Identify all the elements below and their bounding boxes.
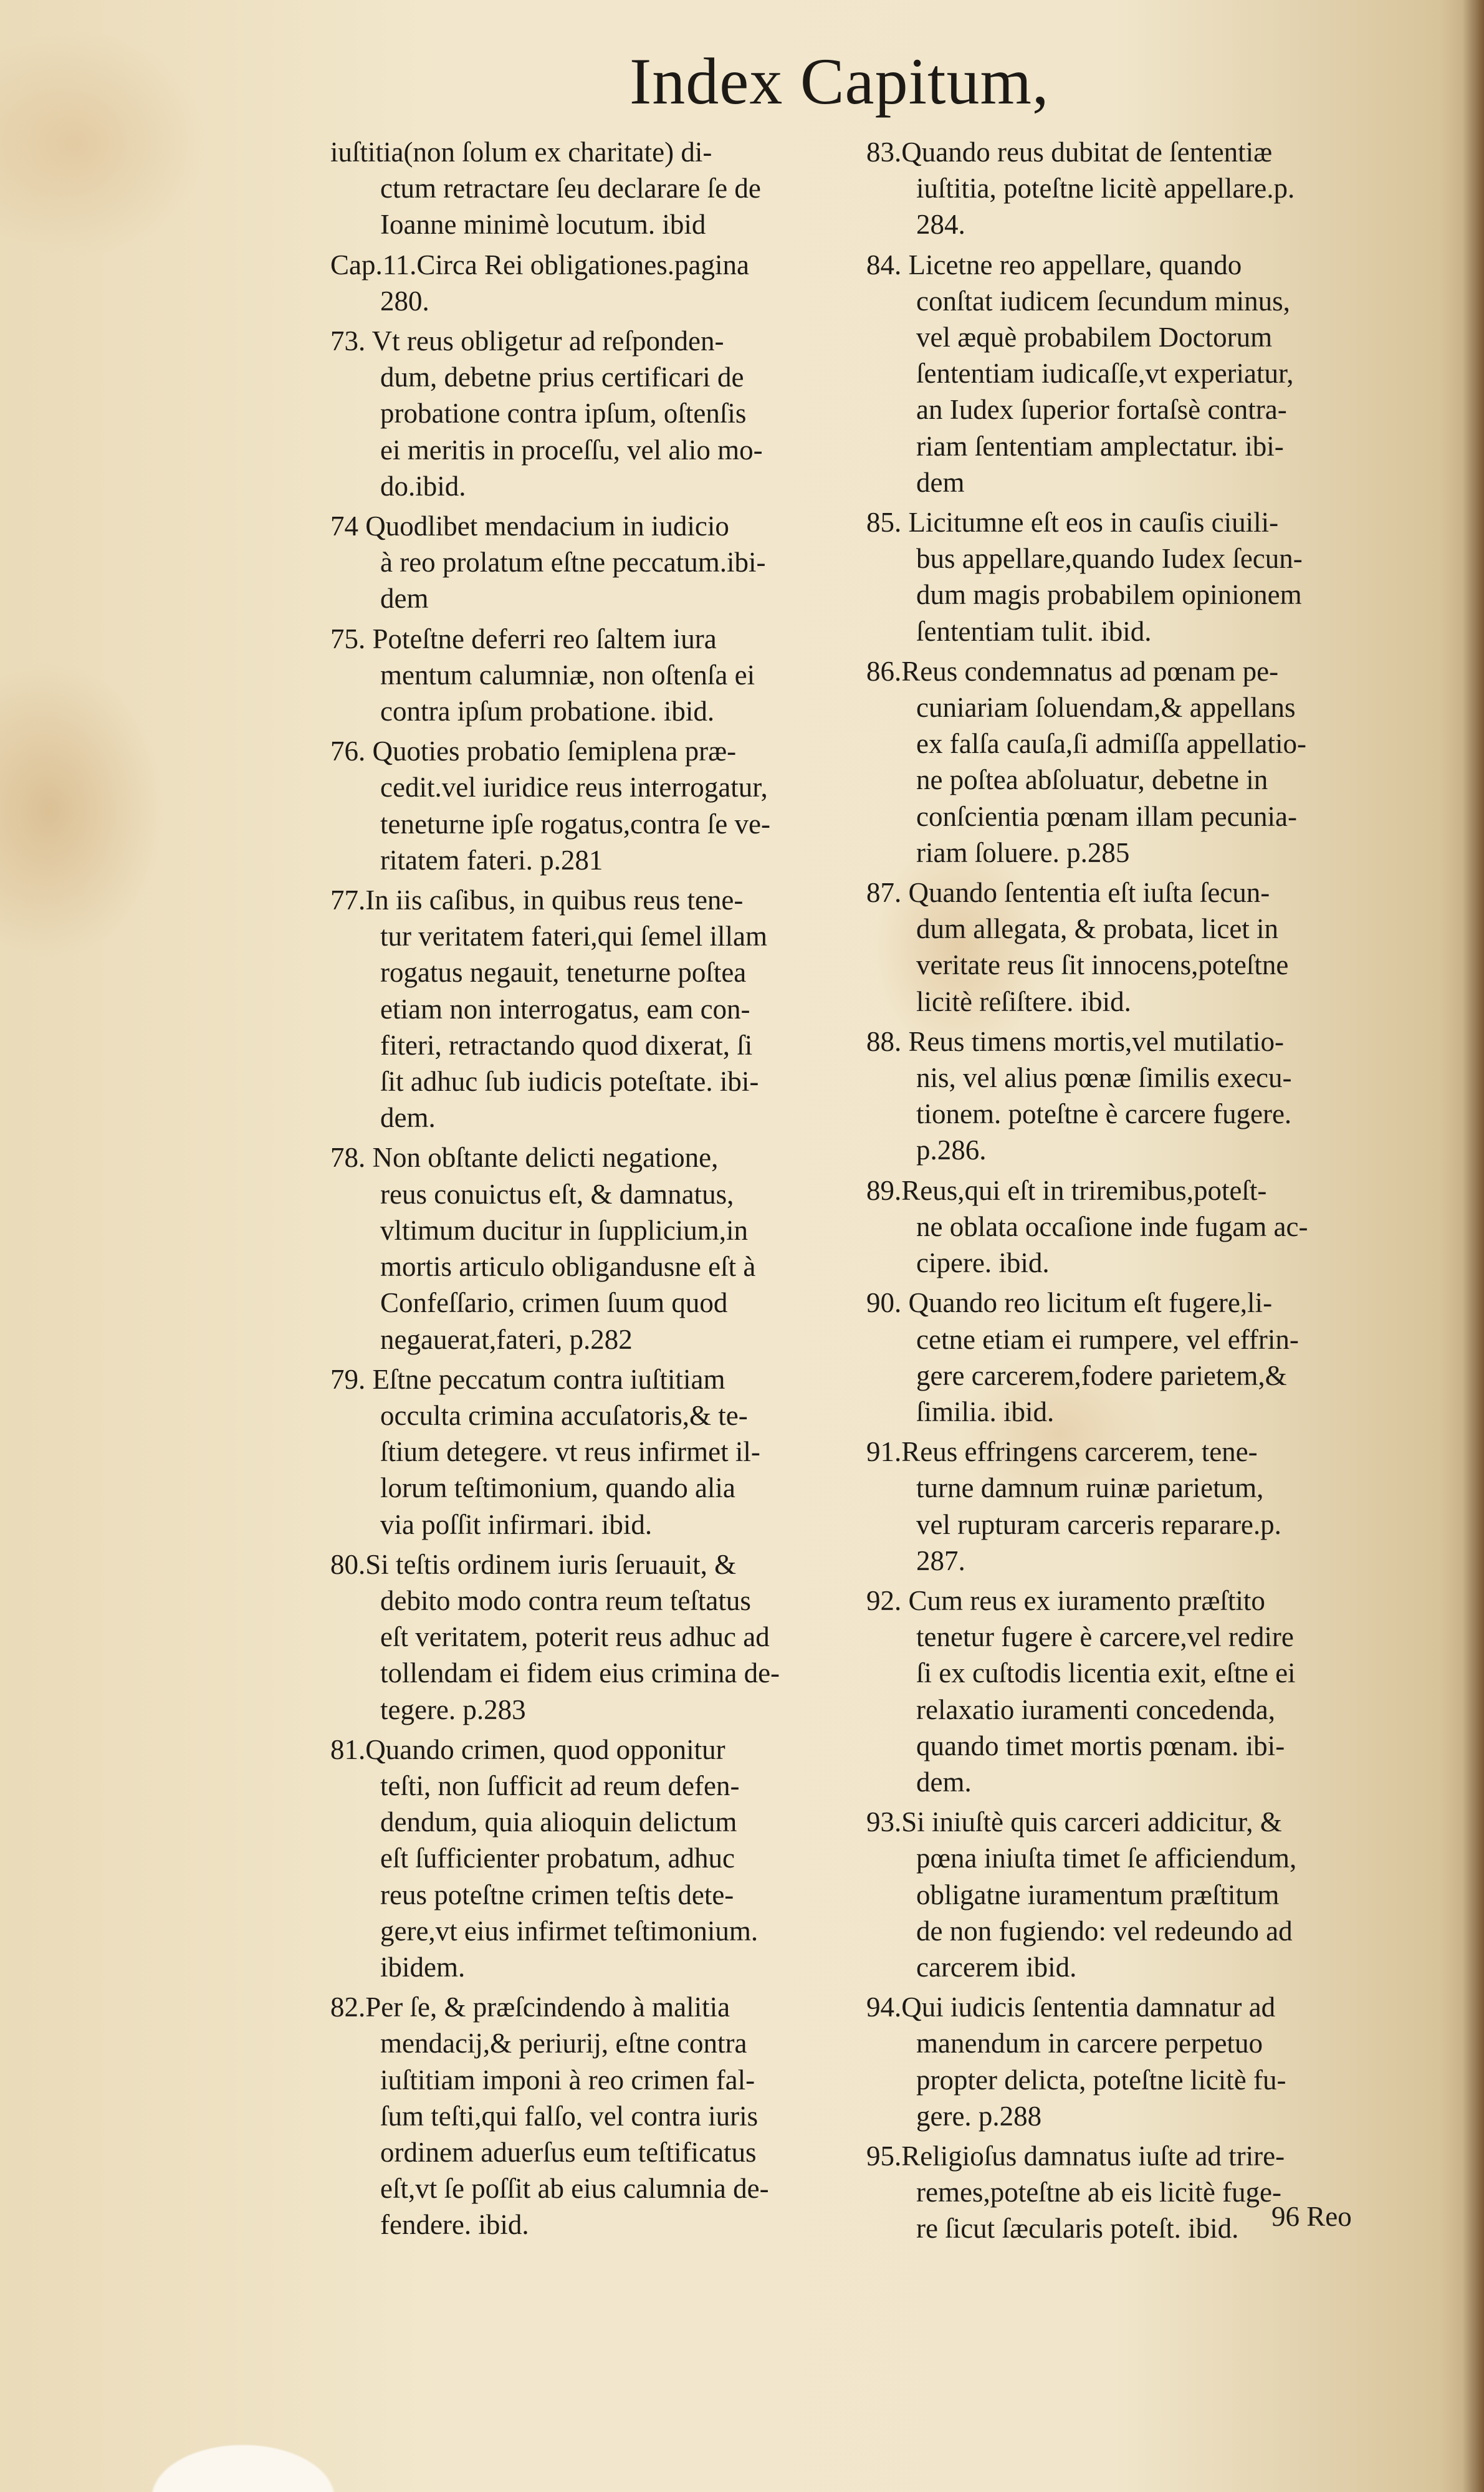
entry-line: quando timet mortis pœnam. ibi- xyxy=(916,1730,1285,1761)
entry-line: cuniariam ſoluendam,& appellans xyxy=(916,692,1296,724)
entry-line: ſententiam iudicaſſe,vt experiatur, xyxy=(916,358,1294,390)
entry-line: vltimum ducitur in ſupplicium,in xyxy=(380,1214,748,1246)
entry-line: 79. Eſtne peccatum contra iuſtitiam xyxy=(330,1363,725,1395)
entry-line: ſit adhuc ſub iudicis poteſtate. ibi- xyxy=(380,1066,759,1098)
left-column xyxy=(330,134,841,2247)
index-entry xyxy=(330,134,841,243)
entry-line: tollendam ei fidem eius crimina de- xyxy=(380,1657,780,1689)
index-entry xyxy=(330,508,841,617)
entry-line: licitè reſiſtere. ibid. xyxy=(916,985,1131,1017)
index-entry xyxy=(866,1434,1371,1579)
entry-line: Cap.11.Circa Rei obligationes.pagina xyxy=(330,249,749,280)
index-entry xyxy=(330,247,841,319)
entry-line: cetne etiam ei rumpere, vel effrin- xyxy=(916,1323,1299,1355)
entry-line: teſti, non ſufficit ad reum defen- xyxy=(380,1770,740,1801)
entry-line: dendum, quia alioquin delictum xyxy=(380,1806,737,1838)
entry-line: 83.Quando reus dubitat de ſententiæ xyxy=(866,137,1273,168)
entry-line: dum magis probabilem opinionem xyxy=(916,579,1302,611)
entry-line: conſtat iudicem ſecundum minus, xyxy=(916,285,1290,317)
index-entry xyxy=(866,1023,1371,1169)
entry-line: rogatus negauit, teneturne poſtea xyxy=(380,957,747,989)
entry-line: lorum teſtimonium, quando alia xyxy=(380,1472,735,1504)
entry-line: teneturne ipſe rogatus,contra ſe ve- xyxy=(380,808,770,840)
entry-line: 84. Licetne reo appellare, quando xyxy=(866,249,1242,280)
entry-line: gere. p.288 xyxy=(916,2100,1042,2132)
entry-line: propter delicta, poteſtne licitè fu- xyxy=(916,2064,1286,2096)
entry-line: vel æquè probabilem Doctorum xyxy=(916,322,1273,353)
index-entry xyxy=(866,247,1371,501)
entry-line: dem xyxy=(916,466,965,498)
entry-line: ne oblata occaſione inde fugam ac- xyxy=(916,1210,1308,1242)
entry-line: mentum calumniæ, non oſtenſa ei xyxy=(380,659,755,691)
entry-line: contra ipſum probatione. ibid. xyxy=(380,696,715,727)
entry-line: probatione contra ipſum, oſtenſis xyxy=(380,398,747,429)
entry-line: bus appellare,quando Iudex ſecun- xyxy=(916,543,1303,575)
entry-line: 82.Per ſe, & præſcindendo à malitia xyxy=(330,1991,730,2023)
catchword: 96 Reo xyxy=(1271,2201,1352,2232)
entry-line: iuſtitiam imponi à reo crimen fal- xyxy=(380,2064,755,2096)
index-entry xyxy=(866,653,1371,871)
entry-line: dem. xyxy=(380,1102,436,1134)
entry-line: Ioanne minimè locutum. ibid xyxy=(380,209,706,241)
entry-line: eſt veritatem, poterit reus adhuc ad xyxy=(380,1621,770,1653)
entry-line: 74 Quodlibet mendacium in iudicio xyxy=(330,510,729,542)
entry-line: ne poſtea abſoluatur, debetne in xyxy=(916,764,1268,796)
entry-line: riam ſoluere. p.285 xyxy=(916,836,1130,868)
entry-line: re ſicut ſæcularis poteſt. ibid. xyxy=(916,2213,1239,2245)
entry-line: ſententiam tulit. ibid. xyxy=(916,615,1152,647)
entry-line: cedit.vel iuridice reus interrogatur, xyxy=(380,772,768,803)
entry-line: reus conuictus eſt, & damnatus, xyxy=(380,1178,734,1210)
entry-line: 73. Vt reus obligetur ad reſponden- xyxy=(330,325,724,357)
index-entry xyxy=(330,1546,841,1728)
entry-line: iuſtitia, poteſtne licitè appellare.p. xyxy=(916,173,1295,204)
entry-line: remes,poteſtne ab eis licitè fuge- xyxy=(916,2177,1282,2208)
entry-line: 93.Si iniuſtè quis carceri addicitur, & xyxy=(866,1806,1282,1838)
entry-line: negauerat,fateri, p.282 xyxy=(380,1323,633,1355)
index-entry xyxy=(866,1172,1371,1282)
index-entry xyxy=(330,1361,841,1543)
entry-line: 90. Quando reo licitum eſt fugere,li- xyxy=(866,1287,1273,1319)
entry-line: gere,vt eius infirmet teſtimonium. xyxy=(380,1915,759,1947)
index-entry xyxy=(330,882,841,1136)
entry-line: 85. Licitumne eſt eos in cauſis ciuili- xyxy=(866,507,1279,539)
entry-line: tur veritatem fateri,qui ſemel illam xyxy=(380,921,768,952)
entry-line: debito modo contra reum teſtatus xyxy=(380,1584,751,1616)
entry-line: tegere. p.283 xyxy=(380,1694,526,1725)
entry-line: eſt ſufficienter probatum, adhuc xyxy=(380,1843,735,1874)
entry-line: 81.Quando crimen, quod opponitur xyxy=(330,1733,725,1765)
index-entry xyxy=(866,1583,1371,1800)
entry-line: ordinem aduerſus eum teſtificatus xyxy=(380,2136,757,2168)
entry-line: vel rupturam carceris reparare.p. xyxy=(916,1508,1281,1540)
entry-line: 75. Poteſtne deferri reo ſaltem iura xyxy=(330,623,717,654)
entry-line: fendere. ibid. xyxy=(380,2209,529,2241)
entry-line: dem. xyxy=(916,1766,972,1798)
index-entry xyxy=(866,134,1371,243)
entry-line: 95.Religioſus damnatus iuſte ad trire- xyxy=(866,2140,1285,2172)
entry-line: dem xyxy=(380,583,429,615)
entry-line: dum allegata, & probata, licet in xyxy=(916,913,1279,945)
entry-line: 77.In iis caſibus, in quibus reus tene- xyxy=(330,884,744,916)
entry-line: reus poteſtne crimen teſtis dete- xyxy=(380,1879,734,1910)
entry-line: 284. xyxy=(916,209,965,241)
entry-line: 86.Reus condemnatus ad pœnam pe- xyxy=(866,655,1279,687)
entry-line: tionem. poteſtne è carcere fugere. xyxy=(916,1098,1292,1130)
entry-line: à reo prolatum eſtne peccatum.ibi- xyxy=(380,547,766,578)
entry-line: mendacij,& periurij, eſtne contra xyxy=(380,2028,747,2059)
entry-line: obligatne iuramentum præſtitum xyxy=(916,1879,1280,1910)
entry-line: turne damnum ruinæ parietum, xyxy=(916,1472,1264,1504)
entry-line: ctum retractare ſeu declarare ſe de xyxy=(380,173,761,204)
entry-line: 88. Reus timens mortis,vel mutilatio- xyxy=(866,1025,1284,1057)
entry-line: relaxatio iuramenti concedenda, xyxy=(916,1694,1275,1725)
entry-line: an Iudex ſuperior fortaſsè contra- xyxy=(916,394,1287,426)
entry-line: mortis articulo obligandusne eſt à xyxy=(380,1251,756,1283)
torn-corner xyxy=(93,2399,393,2492)
entry-line: p.286. xyxy=(916,1134,987,1166)
entry-line: 92. Cum reus ex iuramento præſtito xyxy=(866,1584,1265,1616)
entry-line: eſt,vt ſe poſſit ab eius calumnia de- xyxy=(380,2173,769,2205)
entry-line: 287. xyxy=(916,1545,965,1576)
index-entry xyxy=(866,1804,1371,1985)
entry-line: ſi ex cuſtodis licentia exit, eſtne ei xyxy=(916,1657,1296,1689)
index-entry xyxy=(866,1989,1371,2134)
right-column xyxy=(866,134,1371,2251)
index-entry xyxy=(330,1139,841,1357)
index-entry xyxy=(330,1732,841,1985)
entry-line: 78. Non obſtante delicti negatione, xyxy=(330,1142,719,1174)
entry-line: carcerem ibid. xyxy=(916,1951,1077,1983)
entry-line: ſum teſti,qui falſo, vel contra iuris xyxy=(380,2100,759,2132)
index-entry xyxy=(866,875,1371,1020)
page-edge-shadow xyxy=(1463,0,1484,2492)
entry-line: via poſſit infirmari. ibid. xyxy=(380,1508,653,1540)
entry-line: occulta crimina accuſatoris,& te- xyxy=(380,1399,748,1431)
entry-line: de non fugiendo: vel redeundo ad xyxy=(916,1915,1293,1947)
entry-line: ex falſa cauſa,ſi admiſſa appellatio- xyxy=(916,728,1306,760)
index-entry xyxy=(330,1989,841,2243)
entry-line: 76. Quoties probatio ſemiplena præ- xyxy=(330,736,737,767)
index-entry xyxy=(330,733,841,878)
entry-line: ritatem fateri. p.281 xyxy=(380,844,603,876)
index-entry xyxy=(330,621,841,730)
entry-line: cipere. ibid. xyxy=(916,1247,1050,1279)
entry-line: nis, vel alius pœnæ ſimilis execu- xyxy=(916,1062,1292,1094)
entry-line: etiam non interrogatus, eam con- xyxy=(380,993,750,1025)
entry-line: manendum in carcere perpetuo xyxy=(916,2028,1263,2059)
entry-line: ei meritis in proceſſu, vel alio mo- xyxy=(380,434,763,466)
index-entry xyxy=(866,1285,1371,1430)
index-entry xyxy=(866,504,1371,649)
entry-line: conſcientia pœnam illam pecunia- xyxy=(916,800,1298,832)
entry-line: do.ibid. xyxy=(380,470,466,502)
entry-line: gere carcerem,fodere parietem,& xyxy=(916,1359,1287,1391)
entry-line: 89.Reus,qui eſt in triremibus,poteſt- xyxy=(866,1174,1267,1206)
entry-line: 80.Si teſtis ordinem iuris ſeruauit, & xyxy=(330,1548,737,1580)
entry-line: ſtium detegere. vt reus infirmet il- xyxy=(380,1436,760,1468)
running-title: Index Capitum, xyxy=(630,45,1050,118)
index-entry xyxy=(330,323,841,504)
entry-line: ibidem. xyxy=(380,1951,466,1983)
entry-line: riam ſententiam amplectatur. ibi- xyxy=(916,430,1284,462)
entry-line: veritate reus ſit innocens,poteſtne xyxy=(916,949,1289,981)
entry-line: 280. xyxy=(380,285,429,317)
entry-line: tenetur fugere è carcere,vel redire xyxy=(916,1621,1294,1653)
entry-line: ſimilia. ibid. xyxy=(916,1396,1055,1427)
entry-line: dum, debetne prius certificari de xyxy=(380,362,744,393)
entry-line: 87. Quando ſententia eſt iuſta ſecun- xyxy=(866,877,1270,909)
entry-line: pœna iniuſta timet ſe afficiendum, xyxy=(916,1843,1297,1874)
entry-line: iuſtitia(non ſolum ex charitate) di- xyxy=(330,137,712,168)
entry-line: Confeſſario, crimen ſuum quod xyxy=(380,1287,728,1319)
entry-line: fiteri, retractando quod dixerat, ſi xyxy=(380,1029,753,1061)
entry-line: 94.Qui iudicis ſententia damnatur ad xyxy=(866,1991,1276,2023)
entry-line: 91.Reus effringens carcerem, tene- xyxy=(866,1436,1258,1468)
